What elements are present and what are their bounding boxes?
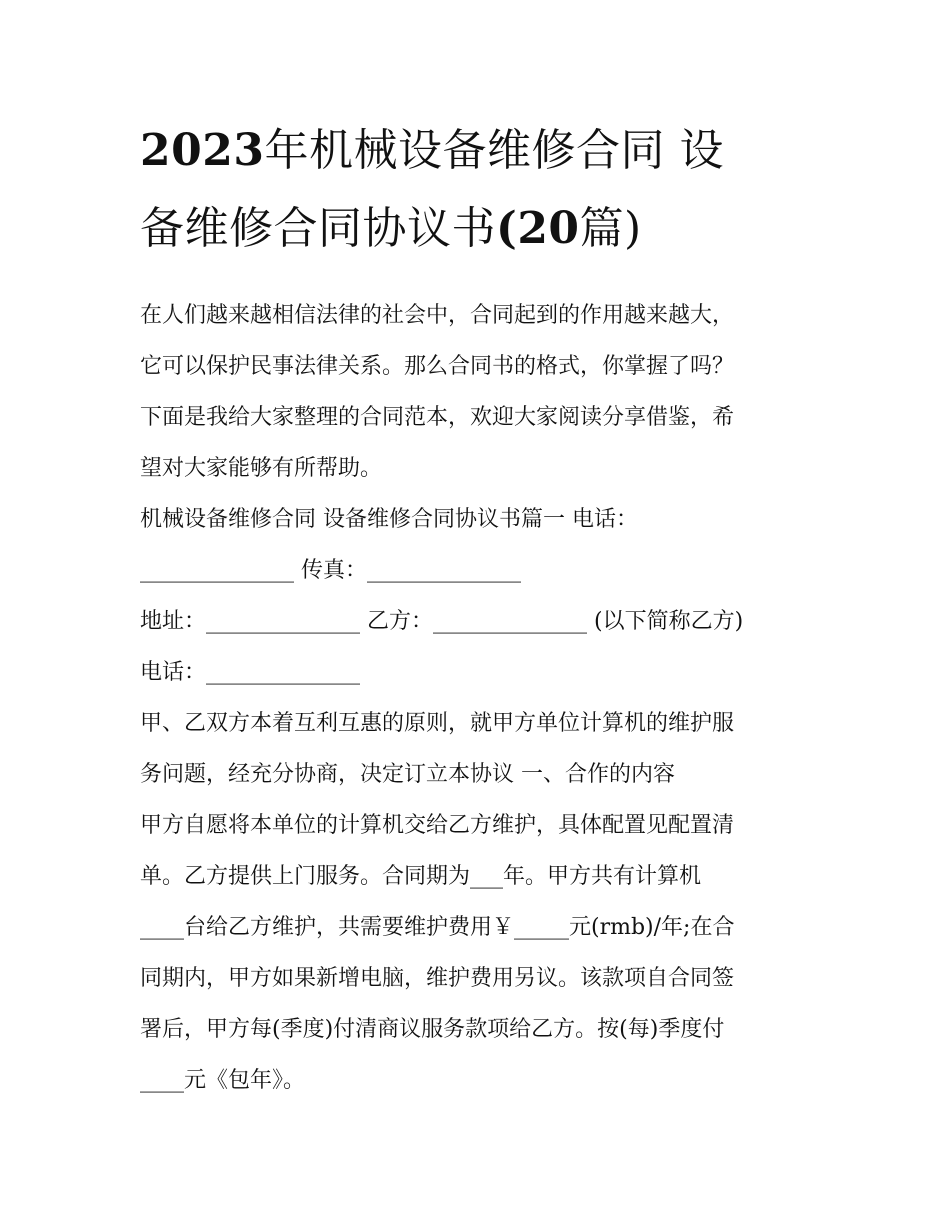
title-line-1	[140, 112, 820, 190]
text-line: 地址：______________ 乙方：______________ (以下简称乙方)	[140, 609, 744, 634]
title-line-2-text: 备维修合同协议书	[140, 203, 496, 254]
address-paragraph	[140, 596, 820, 698]
title-line-1-text: 年机械设备维修合同 设	[264, 125, 724, 176]
principle-paragraph	[140, 698, 820, 800]
title-year: 2023	[140, 125, 265, 176]
content-paragraph	[140, 800, 820, 1106]
text-line: 同期内，甲方如果新增电脑，维护费用另议。该款项自合同签	[140, 966, 735, 991]
contract-header-paragraph	[140, 494, 820, 596]
text-line: 署后，甲方每(季度)付清商议服务款项给乙方。按(每)季度付	[140, 1017, 725, 1042]
text-line: ____台给乙方维护，共需要维护费用￥_____元(rmb)/年;在合	[140, 915, 735, 940]
text-line: 它可以保护民事法律关系。那么合同书的格式，你掌握了吗？	[140, 354, 735, 379]
text-line: 望对大家能够有所帮助。	[140, 456, 383, 481]
title-count: (20	[496, 203, 580, 254]
text-line: 甲、乙双方本着互利互惠的原则，就甲方单位计算机的维护服	[140, 711, 735, 736]
text-line: 务问题，经充分协商，决定订立本协议 一、合作的内容	[140, 762, 675, 787]
document-title	[140, 112, 820, 268]
text-line: 电话：______________	[140, 660, 361, 685]
text-line: 机械设备维修合同 设备维修合同协议书篇一 电话：	[140, 507, 638, 532]
text-line: 甲方自愿将本单位的计算机交给乙方维护，具体配置见配置清	[140, 813, 735, 838]
text-line: ______________ 传真：______________	[140, 558, 521, 583]
intro-paragraph	[140, 290, 820, 494]
title-line-2	[140, 190, 820, 268]
title-line-2-end: 篇)	[579, 203, 642, 254]
document-page	[140, 112, 820, 1106]
text-line: ____元《包年》。	[140, 1068, 306, 1093]
text-line: 在人们越来越相信法律的社会中，合同起到的作用越来越大，	[140, 303, 735, 328]
text-line: 单。乙方提供上门服务。合同期为___年。甲方共有计算机	[140, 864, 702, 889]
text-line: 下面是我给大家整理的合同范本，欢迎大家阅读分享借鉴，希	[140, 405, 735, 430]
